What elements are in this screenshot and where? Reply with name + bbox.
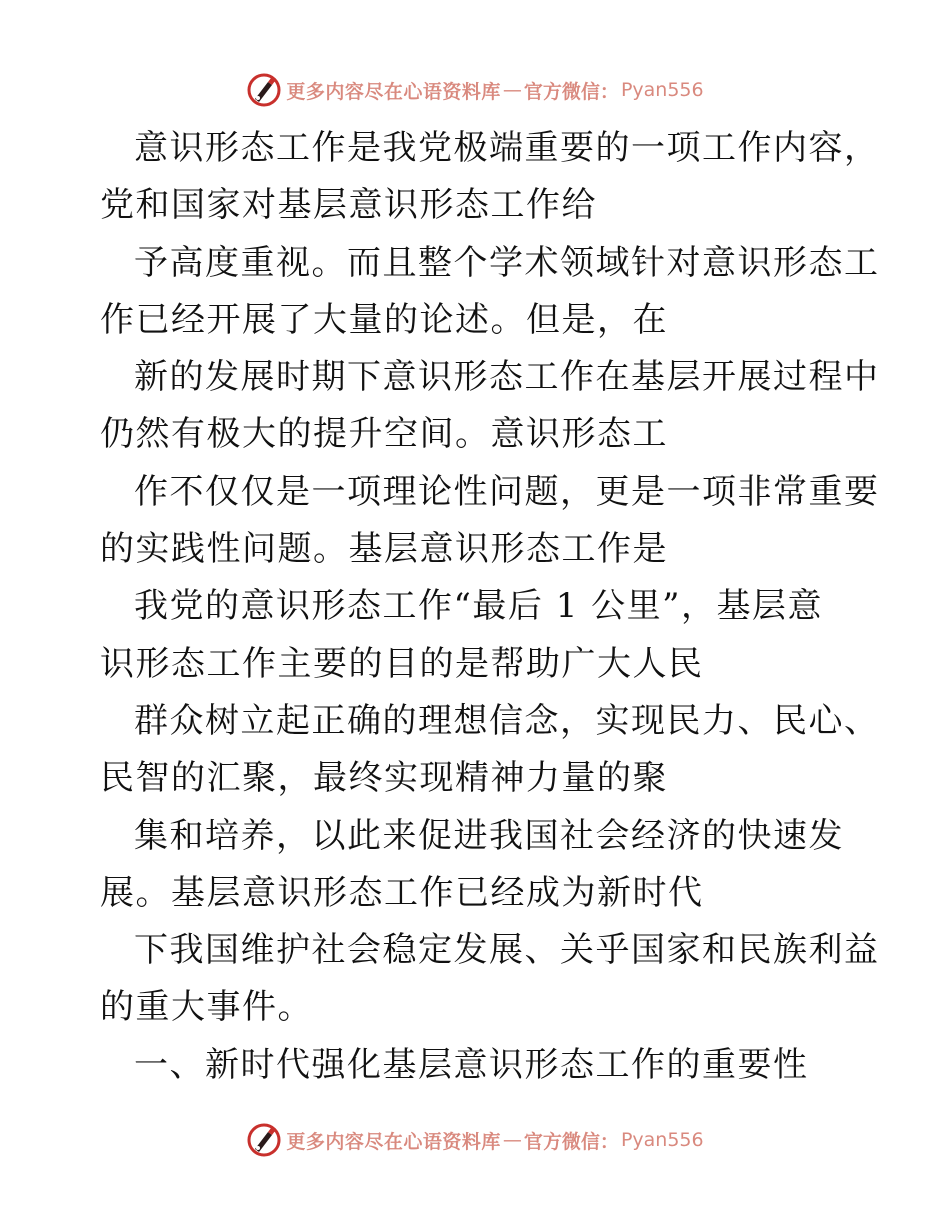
paragraph-line: 的重大事件。 xyxy=(100,987,313,1028)
paragraph xyxy=(100,464,880,579)
paragraph xyxy=(100,578,860,693)
banner-title: 更多内容尽在心语资料库 xyxy=(286,1130,501,1153)
header-banner xyxy=(0,70,950,110)
banner-wechat-id: Pyan556 xyxy=(620,1129,704,1151)
paragraph-line: 群众树立起正确的理想信念，实现民力、民心、 xyxy=(134,700,880,741)
paragraph-line: 作不仅仅是一项理论性问题，更是一项非常重要 xyxy=(134,471,880,512)
paragraph-line: 意识形态工作是我党极端重要的一项工作内容， xyxy=(134,128,880,168)
banner-title: 更多内容尽在心语资料库 xyxy=(286,80,501,103)
paragraph-line: 集和培养，以此来促进我国社会经济的快速发 xyxy=(134,815,844,856)
section-heading xyxy=(100,1037,860,1094)
paragraph-line: 的实践性问题。基层意识形态工作是 xyxy=(100,529,668,570)
paragraph-line: 识形态工作主要的目的是帮助广大人民 xyxy=(100,643,704,684)
paragraph-line: 民智的汇聚，最终实现精神力量的聚 xyxy=(100,758,668,799)
paragraph xyxy=(100,349,880,464)
paragraph-line: 下我国维护社会稳定发展、关乎国家和民族利益 xyxy=(134,930,880,971)
heading-text: 一、新时代强化基层意识形态工作的重要性 xyxy=(134,1044,809,1085)
footer-banner xyxy=(0,1120,950,1160)
banner-wechat-label: 官方微信： xyxy=(523,80,619,103)
paragraph-line: 我党的意识形态工作“最后 1 公里”，基层意 xyxy=(134,586,824,627)
paragraph-line: 作已经开展了大量的论述。但是，在 xyxy=(100,299,668,340)
paragraph xyxy=(100,808,860,923)
paragraph-line: 党和国家对基层意识形态工作给 xyxy=(100,185,597,226)
paragraph xyxy=(100,693,880,808)
pen-seal-logo-icon xyxy=(246,72,282,108)
banner-wechat-label: 官方微信： xyxy=(523,1130,619,1153)
paragraph-line: 予高度重视。而且整个学术领域针对意识形态工 xyxy=(134,242,880,283)
paragraph-line: 仍然有极大的提升空间。意识形态工 xyxy=(100,414,668,455)
pen-seal-logo-icon xyxy=(246,1122,282,1158)
paragraph-line: 新的发展时期下意识形态工作在基层开展过程中 xyxy=(134,357,880,398)
banner-separator: — xyxy=(502,1129,522,1151)
paragraph xyxy=(100,922,880,1037)
banner-wechat-id: Pyan556 xyxy=(620,79,704,101)
paragraph xyxy=(100,235,880,350)
banner-separator: — xyxy=(502,79,522,101)
paragraph xyxy=(100,120,880,235)
paragraph-line: 展。基层意识形态工作已经成为新时代 xyxy=(100,872,704,913)
document-body xyxy=(100,120,880,1094)
